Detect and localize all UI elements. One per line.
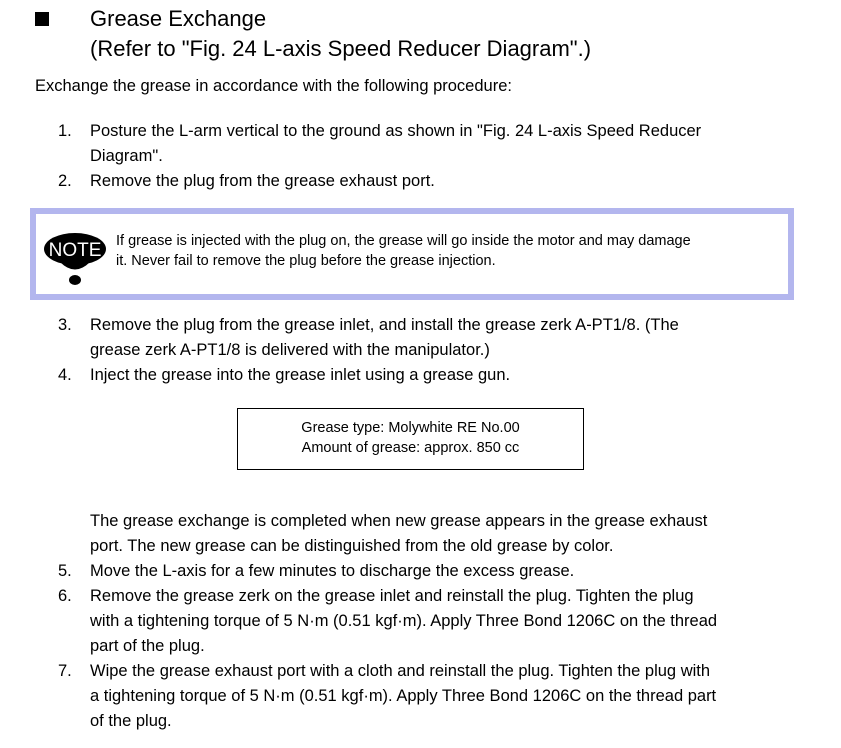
step-line: Posture the L-arm vertical to the ground as shown in "Fig. 24 L-axis Speed Reducer bbox=[90, 122, 702, 140]
step-line: Inject the grease into the grease inlet using a grease gun. bbox=[90, 366, 511, 384]
step-text bbox=[90, 169, 790, 194]
step-text bbox=[90, 659, 790, 734]
paragraph-line: port. The new grease can be distinguished from the old grease by color. bbox=[90, 537, 614, 555]
step-line: of the plug. bbox=[90, 712, 172, 730]
step-line: Wipe the grease exhaust port with a cloth and reinstall the plug. Tighten the plug with bbox=[90, 662, 711, 680]
list-item-step-6 bbox=[58, 584, 788, 659]
note-text bbox=[116, 231, 786, 271]
step-line: Remove the plug from the grease exhaust port. bbox=[90, 172, 435, 190]
step-line: grease zerk A-PT1/8 is delivered with the manipulator.) bbox=[90, 341, 490, 359]
note-line: If grease is injected with the plug on, the grease will go inside the motor and may damage bbox=[116, 233, 691, 249]
section-title: Grease Exchange bbox=[90, 6, 267, 31]
step-number: 6. bbox=[58, 587, 72, 605]
bullet-square-icon bbox=[35, 12, 49, 26]
list-item-step-3 bbox=[58, 313, 788, 363]
step-line: Move the L-axis for a few minutes to discharge the excess grease. bbox=[90, 562, 575, 580]
grease-type: Grease type: Molywhite RE No.00 bbox=[301, 420, 520, 436]
step-number: 2. bbox=[58, 172, 72, 190]
list-item-step-1 bbox=[58, 119, 788, 169]
step-line: a tightening torque of 5 N·m (0.51 kgf·m). Apply Three Bond 1206C on the thread part bbox=[90, 687, 717, 705]
note-box bbox=[30, 208, 794, 300]
step-number: 3. bbox=[58, 316, 72, 334]
note-icon-label: NOTE bbox=[48, 240, 102, 261]
step-line: part of the plug. bbox=[90, 637, 205, 655]
list-item-step-4 bbox=[58, 363, 788, 388]
list-item-step-5 bbox=[58, 559, 788, 584]
list-item-step-2 bbox=[58, 169, 788, 194]
figure-reference: (Refer to "Fig. 24 L-axis Speed Reducer Diagram".) bbox=[90, 36, 592, 61]
step-number: 4. bbox=[58, 366, 72, 384]
step-line: with a tightening torque of 5 N·m (0.51 kgf·m). Apply Three Bond 1206C on the thread bbox=[90, 612, 718, 630]
grease-amount: Amount of grease: approx. 850 cc bbox=[301, 440, 520, 456]
note-icon bbox=[42, 229, 112, 289]
step-text bbox=[90, 584, 790, 659]
step-line: Diagram". bbox=[90, 147, 163, 165]
completion-paragraph bbox=[90, 509, 810, 559]
step-number: 1. bbox=[58, 122, 72, 140]
list-item-step-7 bbox=[58, 659, 788, 734]
step-text bbox=[90, 313, 790, 363]
note-line: it. Never fail to remove the plug before the grease injection. bbox=[116, 253, 496, 269]
step-text bbox=[90, 119, 790, 169]
step-number: 5. bbox=[58, 562, 72, 580]
paragraph-line: The grease exchange is completed when new grease appears in the grease exhaust bbox=[90, 512, 708, 530]
intro-text: Exchange the grease in accordance with the following procedure: bbox=[35, 77, 512, 95]
step-line: Remove the grease zerk on the grease inlet and reinstall the plug. Tighten the plug bbox=[90, 587, 694, 605]
step-text bbox=[90, 559, 790, 584]
grease-spec-box bbox=[237, 408, 584, 470]
step-line: Remove the plug from the grease inlet, and install the grease zerk A-PT1/8. (The bbox=[90, 316, 679, 334]
step-number: 7. bbox=[58, 662, 72, 680]
step-text bbox=[90, 363, 790, 388]
